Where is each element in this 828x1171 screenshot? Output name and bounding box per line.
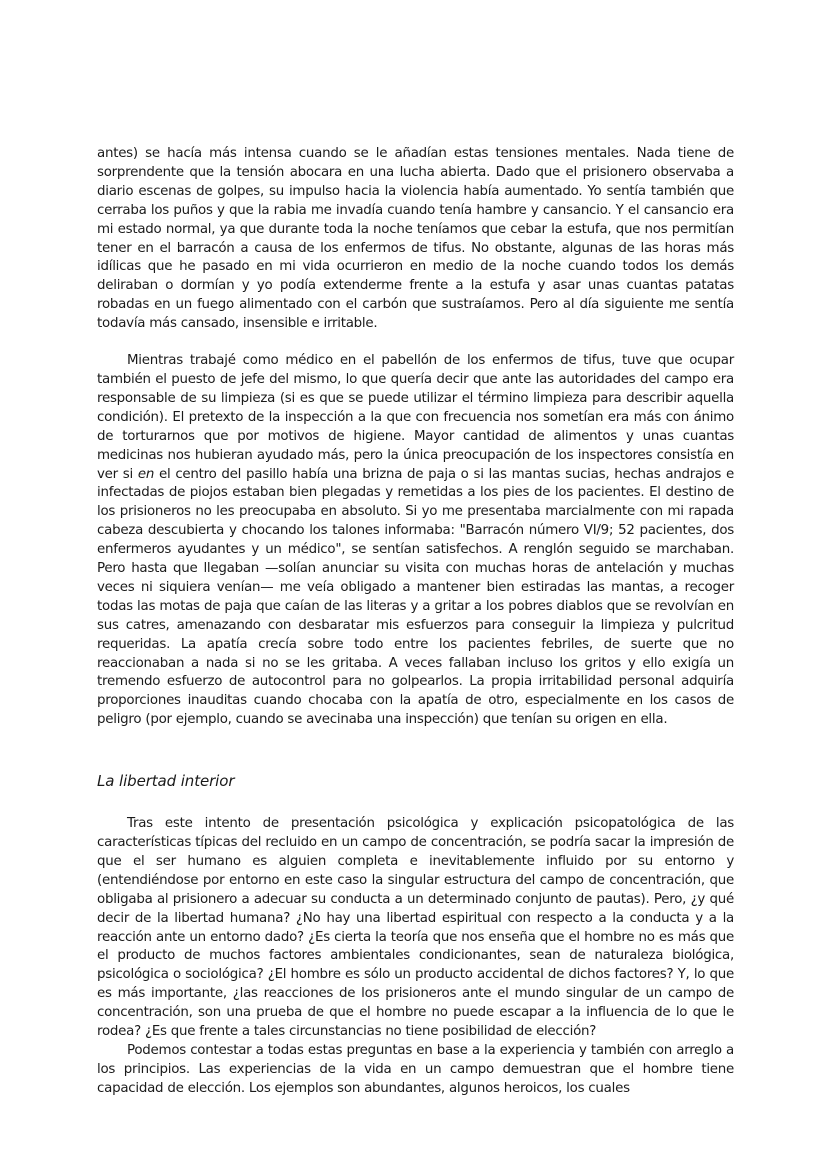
emphasis-en: en (137, 466, 155, 482)
paragraph-text-part2: el centro del pasillo había una brizna de paja o si las mantas sucias, hechas andrajos e infectadas de piojos estaban bien plegadas y remetidas a los pies de los pacientes. El destino de los prisioneros no les preocupaba en absoluto. Si yo me presentaba marcialmente con mi rapada cabeza descubierta y chocando los talones informaba: "Barracón número VI/9; 52 pacientes, dos enfermeros ayudantes y un médico", se sentían satisfechos. A renglón seguido se marchaban. Pero hasta que llegaban —solían anunciar su visita con muchas horas de antelación y muchas veces ni siquiera venían— me veía obligado a mantener bien estiradas las mantas, a recoger todas las motas de paja que caían de las literas y a gritar a los pobres diablos que se revolvían en sus catres, amenazando con desbaratar mis esfuerzos para conseguir la limpieza y pulcritud requeridas. La apatía crecía sobre todo entre los pacientes febriles, de suerte que no reaccionaban a nada si no se les gritaba. A veces fallaban incluso los gritos y ello exigía un tremendo esfuerzo de autocontrol para no golpearlos. La propia irritabilidad personal adquiría proporciones inauditas cuando chocaba con la apatía de otro, especialmente en los casos de peligro (por ejemplo, cuando se avecinaba una inspección) que tenían su origen en ella. (97, 466, 734, 728)
paragraph-text-part1: Mientras trabajé como médico en el pabellón de los enfermos de tifus, tuve que ocupar también el puesto de jefe del mismo, lo que quería decir que ante las autoridades del campo era responsable de su limpieza (si es que se puede utilizar el término limpieza para describir aquella condición). El pretexto de la inspección a la que con frecuencia nos sometían era más con ánimo de torturarnos que por motivos de higiene. Mayor cantidad de alimentos y unas cuantas medicinas nos hubieran ayudado más, pero la única preocupación de los inspectores consistía en ver si (97, 353, 734, 482)
paragraph-capacity-of-choice: Podemos contestar a todas estas preguntas en base a la experiencia y también con arreglo a los principios. Las experiencias de la vida en un campo demuestran que el hombre tiene capacidad de elección. Los ejemplos son abundantes, algunos heroicos, los cuales (97, 1042, 734, 1096)
paragraph-inner-freedom-questions: Tras este intento de presentación psicológica y explicación psicopatológica de las características típicas del recluido en un campo de concentración, se podría sacar la impresión de que el ser humano es alguien completa e inevitablemente influido por su entorno y (entendiéndose por entorno en este caso la singular estructura del campo de concentración, que obligaba al prisionero a adecuar su conducta a un determinado conjunto de pautas). Pero, ¿y qué decir de la libertad humana? ¿No hay una libertad espiritual con respecto a la conducta y a la reacción ante un entorno dado? ¿Es cierta la teoría que nos enseña que el hombre no es más que el producto de muchos factores ambientales condicionantes, sean de naturaleza biológica, psicológica o sociológica? ¿El hombre es sólo un producto accidental de dichos factores? Y, lo que es más importante, ¿las reacciones de los prisioneros ante el mundo singular de un campo de concentración, son una prueba de que el hombre no puede escapar a la influencia de lo que le rodea? ¿Es que frente a tales circunstancias no tiene posibilidad de elección? (97, 816, 734, 1040)
paragraph-tension-violence: antes) se hacía más intensa cuando se le añadían estas tensiones mentales. Nada tiene de sorprendente que la tensión abocara en una lucha abierta. Dado que el prisionero observaba a diario escenas de golpes, su impulso hacia la violencia había aumentado. Yo sentía también que cerraba los puños y que la rabia me invadía cuando tenía hambre y cansancio. Y el cansancio era mi estado normal, ya que durante toda la noche teníamos que cebar la estufa, que nos permitían tener en el barracón a causa de los enfermos de tifus. No obstante, algunas de las horas más idílicas que he pasado en mi vida ocurrieron en medio de la noche cuando todos los demás deliraban o dormían y yo podía extenderme frente a la estufa y asar unas cuantas patatas robadas en un fuego alimentado con el carbón que sustraíamos. Pero al día siguiente me sentía todavía más cansado, insensible e irritable. (97, 146, 734, 332)
section-heading: La libertad interior (97, 772, 235, 791)
paragraph-typhus-ward (97, 352, 734, 730)
document-page (97, 145, 734, 1099)
